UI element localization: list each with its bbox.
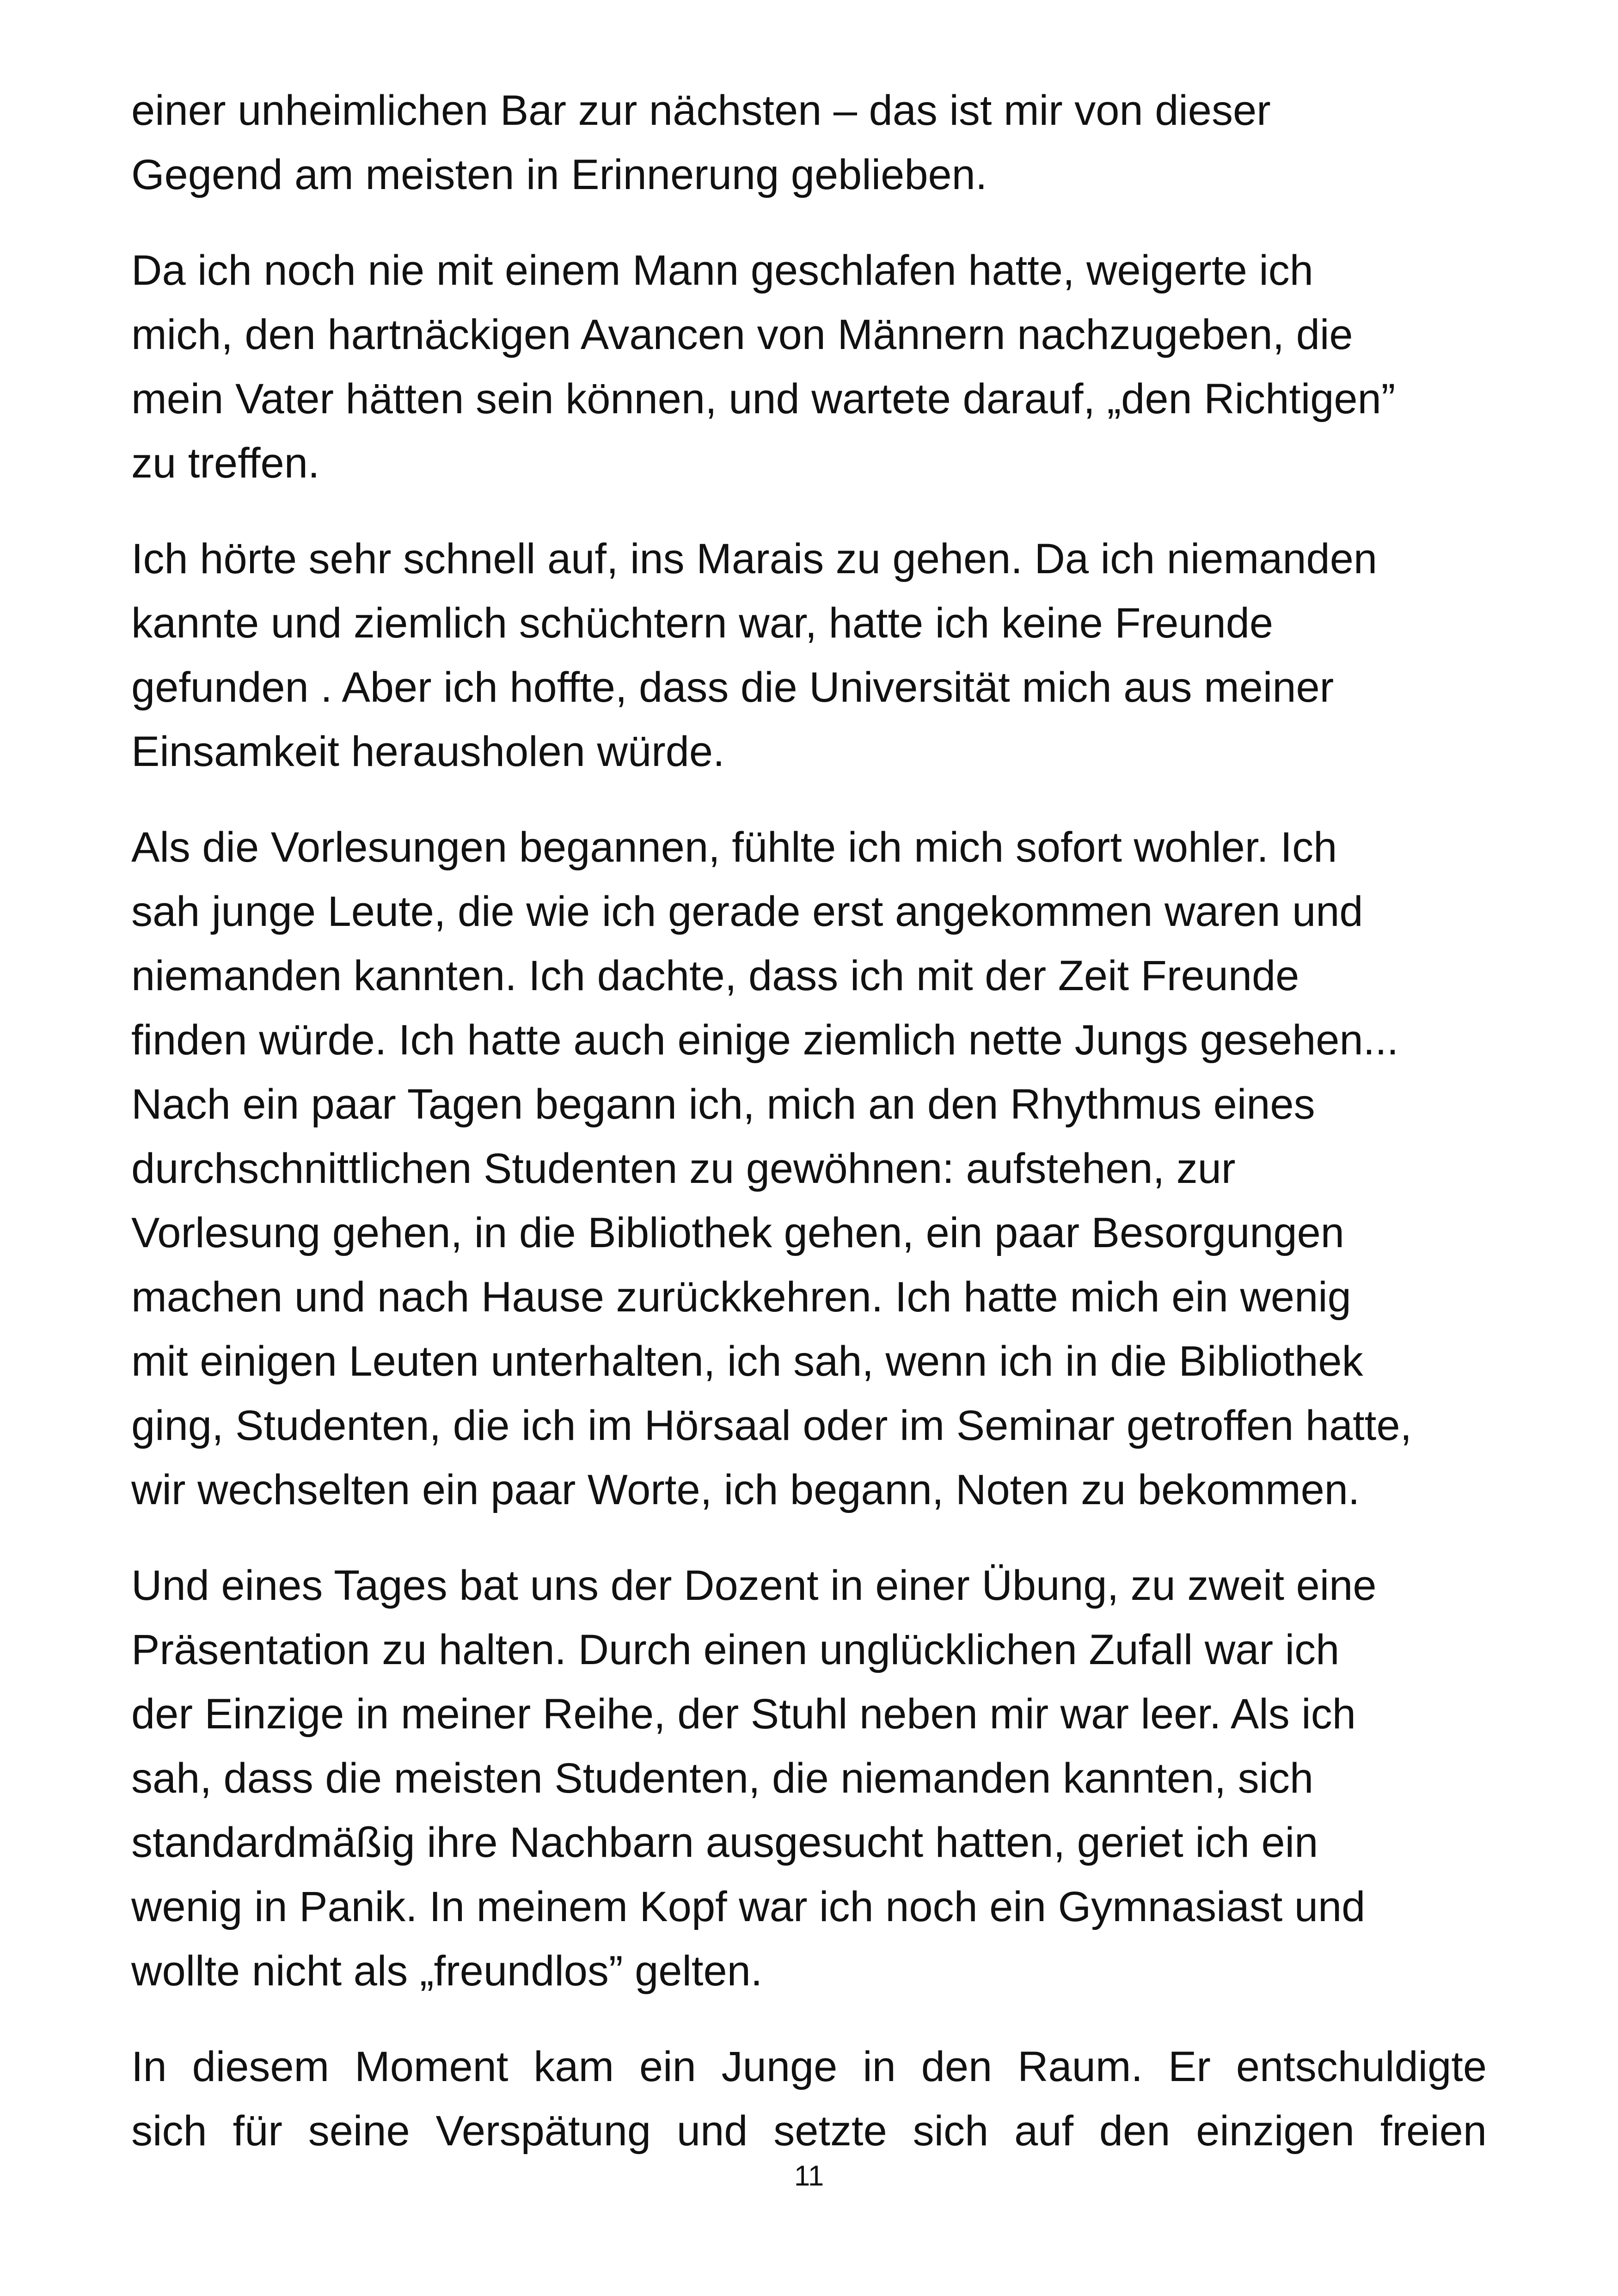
paragraph-5: Und eines Tages bat uns der Dozent in einer Übung, zu zweit eine Präsentation zu halten. Durch einen unglücklichen Zufall war ich der Einzige in meiner Reihe, der Stuhl neben mir war leer. Als ich sah, dass die meisten Studenten, die niemanden kannten, sich standardmäßig ihre Nachbarn ausgesucht hatten, geriet ich ein wenig in Panik. In meinem Kopf war ich noch ein Gymnasiast und wollte nicht als „freundlos” gelten. xyxy=(131,1562,1377,1995)
paragraph-1: einer unheimlichen Bar zur nächsten – das ist mir von dieser Gegend am meisten in Erinnerung geblieben. xyxy=(131,87,1271,198)
paragraph-6: In diesem Moment kam ein Junge in den Raum. Er entschuldigte sich für seine Verspätung und setzte sich auf den einzigen freien xyxy=(131,2043,1487,2155)
body-text xyxy=(131,79,1487,2163)
paragraph-4: Als die Vorlesungen begannen, fühlte ich mich sofort wohler. Ich sah junge Leute, die wie ich gerade erst angekommen waren und niemanden kannten. Ich dachte, dass ich mit der Zeit Freunde finden würde. Ich hatte auch einige ziemlich nette Jungs gesehen... Nach ein paar Tagen begann ich, mich an den Rhythmus eines durchschnittlichen Studenten zu gewöhnen: aufstehen, zur Vorlesung gehen, in die Bibliothek gehen, ein paar Besorgungen machen und nach Hause zurückkehren. Ich hatte mich ein wenig mit einigen Leuten unterhalten, ich sah, wenn ich in die Bibliothek ging, Studenten, die ich im Hörsaal oder im Seminar getroffen hatte, wir wechselten ein paar Worte, ich begann, Noten zu bekommen. xyxy=(131,824,1412,1513)
page-number: 11 xyxy=(794,2160,824,2192)
paragraph-3: Ich hörte sehr schnell auf, ins Marais zu gehen. Da ich niemanden kannte und ziemlich schüchtern war, hatte ich keine Freunde gefunden . Aber ich hoffte, dass die Universität mich aus meiner Einsamkeit herausholen würde. xyxy=(131,535,1378,775)
paragraph-2: Da ich noch nie mit einem Mann geschlafen hatte, weigerte ich mich, den hartnäckigen Avancen von Männern nachzugeben, die mein Vater hätten sein können, und wartete darauf, „den Richtigen” zu treffen. xyxy=(131,247,1396,487)
